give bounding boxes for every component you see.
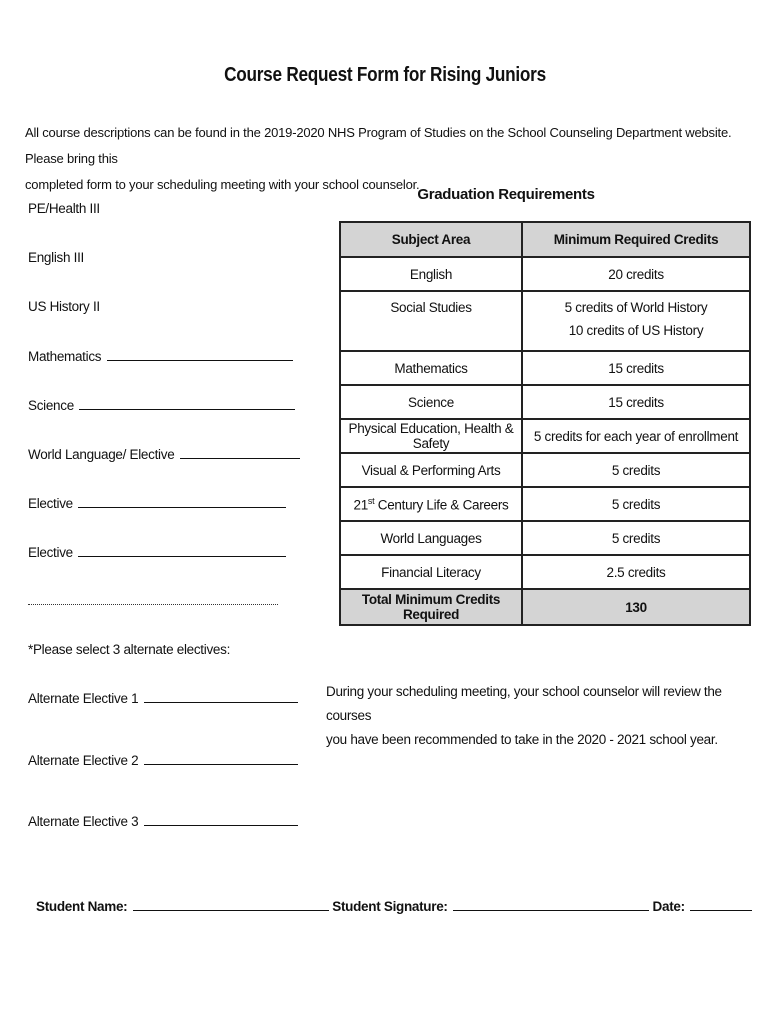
dotted-divider (28, 598, 278, 605)
table-row (340, 487, 750, 521)
course-label: US History II (28, 299, 100, 314)
credits-line-2: 10 credits of US History (568, 323, 704, 338)
alternate-1-entry-line[interactable] (144, 690, 298, 703)
credits-cell: 5 credits (522, 487, 750, 521)
subject-text: Century Life & Careers (374, 497, 509, 513)
course-world-language (28, 446, 300, 462)
table-row (340, 521, 750, 555)
course-science (28, 397, 295, 413)
subject-cell: Financial Literacy (340, 555, 522, 589)
subject-cell: Mathematics (340, 351, 522, 385)
credits-cell: 5 credits (522, 453, 750, 487)
course-label: World Language/ Elective (28, 447, 175, 462)
course-label: Elective (28, 496, 73, 511)
alternate-label: Alternate Elective 3 (28, 814, 139, 829)
credits-cell: 20 credits (522, 257, 750, 291)
course-label: English III (28, 250, 84, 265)
credits-cell: 2.5 credits (522, 555, 750, 589)
subject-cell: Social Studies (340, 291, 522, 351)
total-label-cell: Total Minimum Credits Required (340, 589, 522, 625)
signature-row (36, 898, 752, 914)
course-elective-1 (28, 495, 286, 511)
credits-cell (522, 291, 750, 351)
table-header-row (340, 222, 750, 257)
elective-1-entry-line[interactable] (78, 495, 286, 508)
subject-cell: English (340, 257, 522, 291)
student-signature-label: Student Signature: (332, 899, 448, 914)
alternate-note: *Please select 3 alternate electives: (28, 642, 231, 657)
world-language-entry-line[interactable] (180, 446, 300, 459)
table-row (340, 257, 750, 291)
credits-cell: 15 credits (522, 385, 750, 419)
table-row (340, 291, 750, 351)
counselor-note (326, 680, 746, 752)
student-name-entry-line[interactable] (133, 898, 329, 911)
graduation-requirements-table (339, 221, 751, 626)
student-name-label: Student Name: (36, 899, 128, 914)
subject-cell (340, 487, 522, 521)
subject-area-header: Subject Area (340, 222, 522, 257)
graduation-requirements-heading: Graduation Requirements (417, 186, 595, 203)
course-label: PE/Health III (28, 201, 100, 216)
science-entry-line[interactable] (79, 397, 295, 410)
course-us-history (28, 299, 100, 314)
page-title: Course Request Form for Rising Juniors (224, 64, 546, 86)
counselor-note-line-1: During your scheduling meeting, your school counselor will review the courses (326, 684, 722, 723)
course-label: Elective (28, 545, 73, 560)
course-elective-2 (28, 544, 286, 560)
credits-line-1: 5 credits of World History (564, 300, 708, 315)
elective-2-entry-line[interactable] (78, 544, 286, 557)
table-row (340, 351, 750, 385)
subject-cell: Visual & Performing Arts (340, 453, 522, 487)
credits-cell: 15 credits (522, 351, 750, 385)
alternate-label: Alternate Elective 2 (28, 753, 139, 768)
alternate-3-entry-line[interactable] (144, 813, 298, 826)
course-pe-health (28, 201, 100, 216)
student-signature-entry-line[interactable] (453, 898, 649, 911)
total-value-cell: 130 (522, 589, 750, 625)
table-row (340, 419, 750, 453)
intro-line-2: completed form to your scheduling meeting with your school counselor. (25, 177, 420, 192)
alternate-2-entry-line[interactable] (144, 752, 298, 765)
alternate-label: Alternate Elective 1 (28, 691, 139, 706)
table-row (340, 385, 750, 419)
table-row (340, 555, 750, 589)
date-label: Date: (652, 899, 685, 914)
counselor-note-line-2: you have been recommended to take in the 2020 - 2021 school year. (326, 732, 718, 747)
mathematics-entry-line[interactable] (107, 348, 293, 361)
table-row (340, 453, 750, 487)
subject-cell: Science (340, 385, 522, 419)
subject-cell: World Languages (340, 521, 522, 555)
course-mathematics (28, 348, 293, 364)
alternate-elective-2 (28, 752, 298, 768)
subject-cell: Physical Education, Health & Safety (340, 419, 522, 453)
alternate-elective-1 (28, 690, 298, 706)
subject-superscript: st (367, 495, 375, 506)
subject-number: 21 (353, 497, 368, 513)
course-label: Mathematics (28, 349, 102, 364)
credits-cell: 5 credits for each year of enrollment (522, 419, 750, 453)
table-total-row (340, 589, 750, 625)
alternate-elective-3 (28, 813, 298, 829)
credits-cell: 5 credits (522, 521, 750, 555)
min-credits-header: Minimum Required Credits (522, 222, 750, 257)
course-label: Science (28, 398, 74, 413)
course-english (28, 250, 84, 265)
date-entry-line[interactable] (690, 898, 752, 911)
intro-line-1: All course descriptions can be found in the 2019-2020 NHS Program of Studies on the School Counseling Department website. Please bring this (25, 125, 732, 166)
